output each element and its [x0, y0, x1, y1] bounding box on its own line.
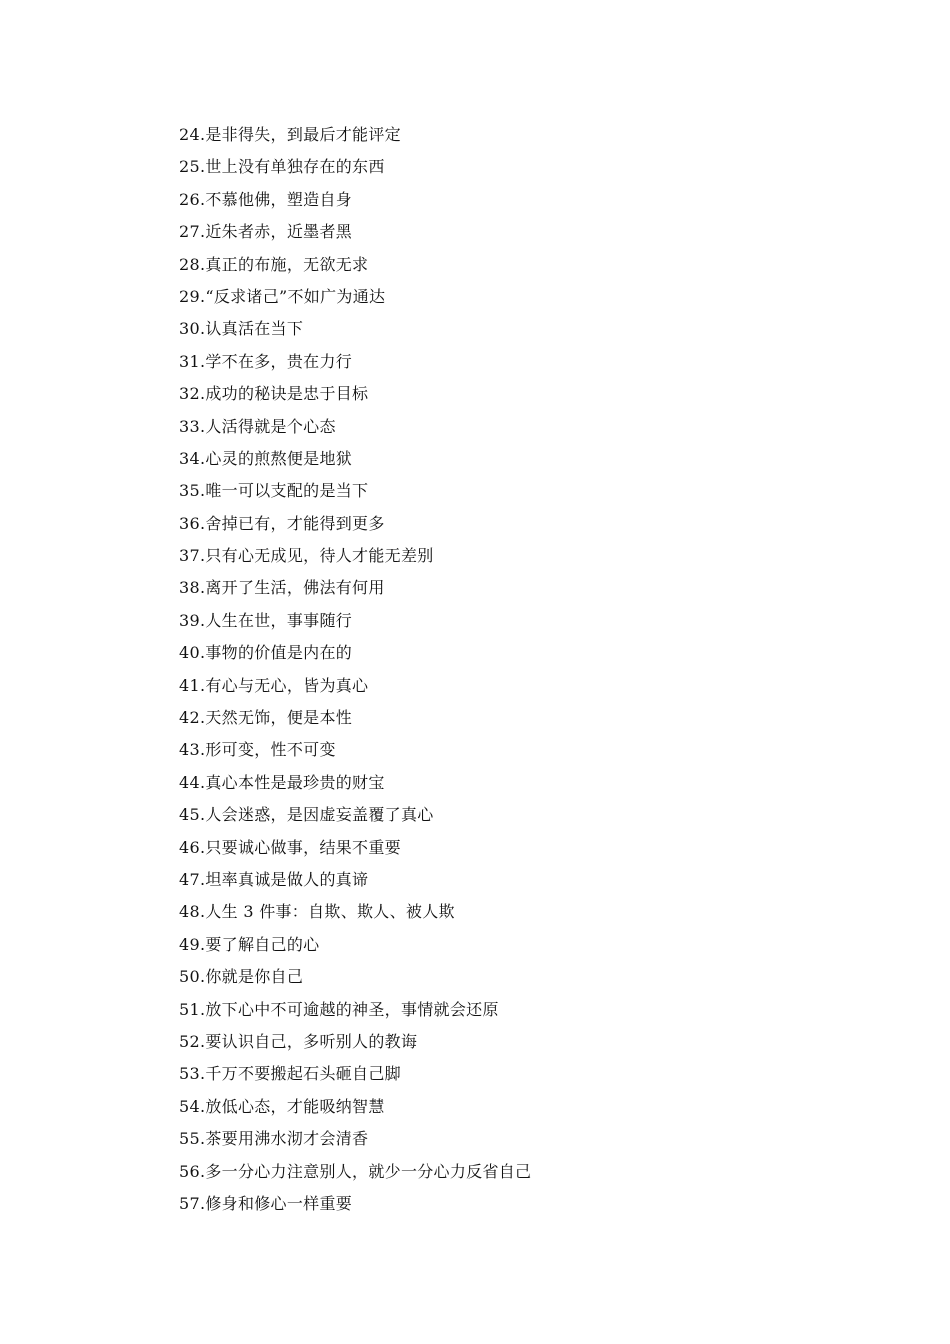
list-item: 35.唯一可以支配的是当下: [179, 481, 369, 501]
list-item: 51.放下心中不可逾越的神圣，事情就会还原: [179, 999, 499, 1019]
list-item: 37.只有心无成见，待人才能无差别: [179, 546, 434, 566]
list-item: 28.真正的布施，无欲无求: [179, 254, 369, 274]
list-item: 46.只要诚心做事，结果不重要: [179, 837, 401, 857]
list-item: 48.人生 3 件事：自欺、欺人、被人欺: [179, 902, 455, 922]
list-item: 53.千万不要搬起石头砸自己脚: [179, 1064, 401, 1084]
list-item: 40.事物的价值是内在的: [179, 643, 353, 663]
list-item: 45.人会迷惑，是因虚妄盖覆了真心: [179, 805, 434, 825]
list-item: 55.茶要用沸水沏才会清香: [179, 1129, 369, 1149]
list-item: 43.形可变，性不可变: [179, 740, 336, 760]
list-item: 54.放低心态，才能吸纳智慧: [179, 1096, 385, 1116]
list-item: 29.“反求诸己”不如广为通达: [179, 286, 386, 306]
list-item: 34.心灵的煎熬便是地狱: [179, 448, 353, 468]
list-item: 36.舍掉已有，才能得到更多: [179, 513, 385, 533]
list-item: 24.是非得失，到最后才能评定: [179, 125, 401, 144]
list-item: 57.修身和修心一样重要: [179, 1193, 353, 1213]
list-item: 33.人活得就是个心态: [179, 416, 336, 436]
list-item: 52.要认识自己，多听别人的教诲: [179, 1031, 418, 1051]
list-item: 30.认真活在当下: [179, 319, 304, 339]
list-item: 26.不慕他佛，塑造自身: [179, 189, 353, 209]
list-item: 31.学不在多，贵在力行: [179, 351, 353, 371]
list-item: 42.天然无饰，便是本性: [179, 708, 353, 728]
list-item: 56.多一分心力注意别人，就少一分心力反省自己: [179, 1161, 532, 1181]
list-item: 49.要了解自己的心: [179, 934, 320, 954]
list-item: 32.成功的秘诀是忠于目标: [179, 384, 369, 404]
list-item: 38.离开了生活，佛法有何用: [179, 578, 385, 598]
list-item: 50.你就是你自己: [179, 967, 304, 987]
list-item: 41.有心与无心，皆为真心: [179, 675, 369, 695]
list-item: 39.人生在世，事事随行: [179, 610, 353, 630]
numbered-list: [179, 123, 531, 1224]
list-item: 47.坦率真诚是做人的真谛: [179, 869, 369, 889]
list-item: 44.真心本性是最珍贵的财宝: [179, 772, 385, 792]
list-item: 27.近朱者赤，近墨者黑: [179, 222, 353, 242]
list-item: 25.世上没有单独存在的东西: [179, 157, 385, 177]
